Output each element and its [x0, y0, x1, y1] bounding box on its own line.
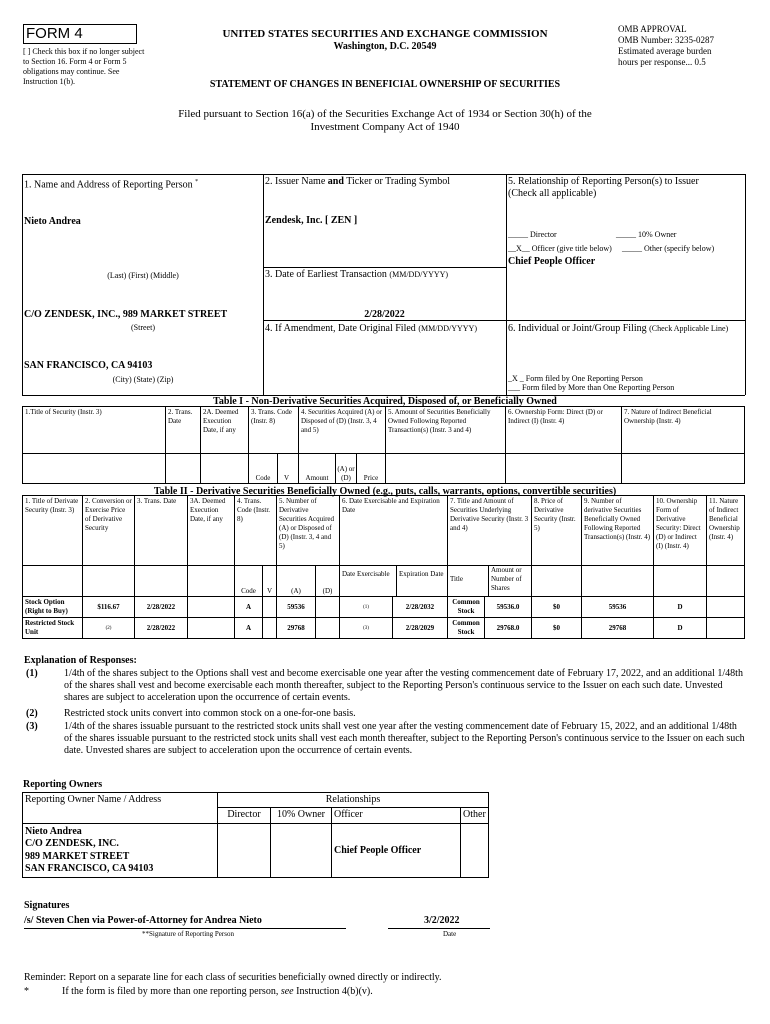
t2-row-rsu: [23, 618, 745, 639]
t2-row2-title: Restricted Stock Unit: [23, 618, 83, 639]
table2-title: Table II - Derivative Securities Beneficially Owned (e.g., puts, calls, warrants, options, convertible securities): [153, 486, 617, 497]
date-label: Date: [443, 930, 457, 938]
t2-row2-u-amount: 29768.0: [484, 618, 531, 638]
t1-col-amount-owned: 5. Amount of Securities Beneficially Owned Following Reported Transaction(s) (Instr. 3 and 4): [386, 407, 506, 454]
t2-row1-title: Stock Option (Right to Buy): [23, 597, 83, 618]
owners-col-relationships: Relationships: [218, 793, 489, 808]
t2-row1-deriv-price: $0: [532, 597, 582, 618]
t1-col-title: 1.Title of Security (Instr. 3): [23, 407, 166, 454]
t1-col-code: 3. Trans. Code (Instr. 8): [249, 407, 299, 454]
t2-row1-date: 2/28/2022: [135, 597, 188, 618]
box5-label: 5. Relationship of Reporting Person(s) to Issuer (Check all applicable): [508, 176, 699, 199]
agency-line-1: UNITED STATES SECURITIES AND EXCHANGE COMMISSION: [222, 28, 548, 40]
owners-col-director: Director: [218, 808, 271, 824]
t1-col-ownership-form: 6. Ownership Form: Direct (D) or Indirect (I) (Instr. 4): [506, 407, 622, 454]
reporting-city: SAN FRANCISCO, CA 94103: [24, 360, 153, 371]
box1-label: 1. Name and Address of Reporting Person *: [24, 179, 199, 191]
t2-col-underlying: 7. Title and Amount of Securities Underlying Derivative Security (Instr. 3 and 4): [448, 496, 532, 566]
signature-label: **Signature of Reporting Person: [142, 930, 234, 938]
t2-row2-exercisable: (3): [363, 625, 369, 631]
filing-multiple-checkbox[interactable]: ___ Form filed by More than One Reporting Person: [508, 383, 675, 392]
reporting-street: C/O ZENDESK, INC., 989 MARKET STREET: [24, 309, 228, 320]
explanation-item-2: (2) Restricted stock units convert into common stock on a one-for-one basis.: [26, 708, 356, 719]
t2-row2-price: (2): [83, 618, 135, 639]
t2-row1-exercisable: (1): [363, 604, 369, 610]
t1-col-date: 2. Trans. Date: [166, 407, 201, 454]
table2: [22, 495, 745, 639]
t2-sub-v: V: [262, 566, 276, 596]
t2-row2-expiration: 2/28/2029: [392, 618, 447, 638]
explanation-item-1: (1) 1/4th of the shares subject to the Options shall vest and become exercisable one year after the vesting commencement date of February 17, 2022, and an additional 1/48th of the shares shall vest and become exercisable each month thereafter, subject to the Reporting Person's continuous service to the Issuer on each such date. Unvested shares are subject to acceleration upon the occurrence of certain events.: [26, 668, 743, 703]
t2-row2-owned: 29768: [582, 618, 654, 639]
t2-col-nature: 11. Nature of Indirect Beneficial Ownership (Instr. 4): [707, 496, 745, 566]
t2-col-code: 4. Trans. Code (Instr. 8): [235, 496, 277, 566]
rel-other-checkbox[interactable]: _____ Other (specify below): [622, 244, 715, 253]
t2-row1-price: $116.67: [83, 597, 135, 618]
t2-col-price: 8. Price of Derivative Security (Instr. 5): [532, 496, 582, 566]
footnote-text: If the form is filed by more than one reporting person, see Instruction 4(b)(v).: [62, 986, 373, 997]
t2-col-conversion: 2. Conversion or Exercise Price of Derivative Security: [83, 496, 135, 566]
owners-col-ten: 10% Owner: [271, 808, 332, 824]
t2-row1-u-amount: 59536.0: [484, 597, 531, 617]
t2-row2-deriv-price: $0: [532, 618, 582, 639]
explanation-item-3: (3) 1/4th of the shares issuable pursuant to the restricted stock units shall vest one year after the vesting commencement date of February 15, 2022, and an additional 1/48th of the shares issuable pursuant to the restricted stock units shall vest each month thereafter, subject to the Reporting Person's continuous service to the Issuer on each such date. Unvested shares are subject to acceleration upon the occurrence of certain events.: [26, 721, 745, 756]
t2-row1-expiration: 2/28/2032: [392, 597, 447, 617]
omb-burden: Estimated average burden: [618, 46, 712, 56]
footnote-star: *: [24, 986, 29, 997]
t2-row2-u-title: Common Stock: [452, 619, 480, 636]
t2-row2-code: A: [245, 623, 252, 632]
t1-sub-amount: Amount: [305, 474, 329, 482]
filing-one-person-checkbox[interactable]: _X _ Form filed by One Reporting Person: [508, 374, 643, 383]
t2-row1-owned: 59536: [582, 597, 654, 618]
street-label: (Street): [131, 323, 155, 332]
form-title: FORM 4: [26, 25, 83, 42]
statement-title: STATEMENT OF CHANGES IN BENEFICIAL OWNERSHIP OF SECURITIES: [209, 79, 561, 90]
t2-row2-form: D: [654, 618, 707, 639]
owners-col-name: Reporting Owner Name / Address: [23, 793, 218, 808]
t1-col-deemed: 2A. Deemed Execution Date, if any: [201, 407, 249, 454]
t2-sub-expiration: Expiration Date: [396, 566, 447, 596]
t2-sub-title: Title: [450, 575, 463, 583]
t2-sub-amount: Amount or Number of Shares: [488, 566, 531, 596]
t2-sub-a: (A): [291, 587, 301, 595]
rel-ten-percent-checkbox[interactable]: _____ 10% Owner: [616, 230, 677, 239]
t2-row2-a: 29768: [287, 623, 305, 632]
t1-col-securities: 4. Securities Acquired (A) or Disposed of (D) (Instr. 3, 4 and 5): [299, 407, 386, 454]
t2-col-date: 3. Trans. Date: [135, 496, 188, 566]
table1-title: Table I - Non-Derivative Securities Acquired, Disposed of, or Beneficially Owned: [213, 396, 557, 407]
t2-sub-code: Code: [241, 587, 256, 595]
t2-sub-d: (D): [315, 566, 339, 596]
omb-approval-title: OMB APPROVAL: [618, 24, 687, 34]
t1-sub-v: V: [277, 454, 295, 483]
form-title-box: [23, 24, 137, 44]
t2-row-option: [23, 597, 745, 618]
owners-col-officer: Officer: [332, 808, 461, 824]
city-fields-label: (City) (State) (Zip): [112, 375, 174, 384]
explanation-title: Explanation of Responses:: [24, 655, 137, 666]
agency-line-2: Washington, D.C. 20549: [333, 41, 437, 52]
signer-name: /s/ Steven Chen via Power-of-Attorney for Andrea Nieto: [24, 915, 262, 926]
t2-col-ownership-form: 10. Ownership Form of Derivative Security: Direct (D) or Indirect (I) (Instr. 4): [654, 496, 707, 566]
t2-row2-date: 2/28/2022: [135, 618, 188, 639]
checkbox-note[interactable]: [ ] Check this box if no longer subject to Section 16. Form 4 or Form 5 obligations may continue. See Instruction 1(b).: [23, 47, 145, 86]
t2-col-exercisable: 6. Date Exercisable and Expiration Date: [340, 496, 448, 566]
officer-title: Chief People Officer: [508, 256, 596, 267]
t2-row1-form: D: [654, 597, 707, 618]
table1: [22, 406, 745, 484]
t2-sub-exercisable: Date Exercisable: [342, 570, 390, 578]
filed-pursuant-2: Investment Company Act of 1940: [310, 121, 460, 133]
box2-label: 2. Issuer Name and Ticker or Trading Symbol: [265, 176, 451, 187]
omb-approval: [618, 24, 758, 68]
rel-director-checkbox[interactable]: _____ Director: [508, 230, 557, 239]
box3-label: 3. Date of Earliest Transaction (MM/DD/YYYY): [265, 269, 449, 280]
owner-officer-title: Chief People Officer: [332, 824, 461, 878]
reporting-person-name: Nieto Andrea: [24, 216, 81, 227]
t2-col-deemed: 3A. Deemed Execution Date, if any: [188, 496, 235, 566]
earliest-transaction-date: 2/28/2022: [364, 309, 405, 320]
t2-col-owned: 9. Number of derivative Securities Beneficially Owned Following Reported Transaction(s) (Instr. 4): [582, 496, 654, 566]
box4-label: 4. If Amendment, Date Original Filed (MM/DD/YYYY): [265, 323, 477, 334]
issuer-name: Zendesk, Inc. [ ZEN ]: [265, 215, 358, 226]
t1-sub-code: Code: [255, 474, 271, 482]
rel-officer-checkbox[interactable]: __X__ Officer (give title below): [508, 244, 612, 253]
t2-row1-code: A: [245, 602, 252, 611]
owners-title: Reporting Owners: [23, 779, 103, 790]
t2-col-title: 1. Title of Derivate Security (Instr. 3): [23, 496, 83, 566]
owner-address: Nieto Andrea C/O ZENDESK, INC. 989 MARKET STREET SAN FRANCISCO, CA 94103: [23, 824, 218, 878]
signatures-title: Signatures: [24, 900, 70, 911]
t2-col-number: 5. Number of Derivative Securities Acquired (A) or Disposed of (D) (Instr. 3, 4 and 5): [277, 496, 340, 566]
owners-table: [22, 792, 489, 878]
t2-row1-a: 59536: [287, 602, 305, 611]
omb-number: OMB Number: 3235-0287: [618, 35, 714, 45]
omb-hours: hours per response... 0.5: [618, 57, 706, 67]
reminder-text: Reminder: Report on a separate line for each class of securities beneficially owned directly or indirectly.: [24, 972, 442, 983]
signature-date: 3/2/2022: [424, 915, 460, 926]
box1-star: *: [195, 179, 199, 185]
t1-col-nature: 7. Nature of Indirect Beneficial Ownership (Instr. 4): [622, 407, 745, 454]
t2-row1-u-title: Common Stock: [452, 598, 480, 615]
owners-col-other: Other: [461, 808, 489, 824]
t1-sub-price: Price: [356, 454, 385, 483]
name-fields-label: (Last) (First) (Middle): [107, 271, 179, 280]
box6-label: 6. Individual or Joint/Group Filing (Check Applicable Line): [508, 323, 729, 334]
t1-sub-a-or-d: (A) or (D): [335, 454, 356, 483]
filed-pursuant-1: Filed pursuant to Section 16(a) of the Securities Exchange Act of 1934 or Section 30(h) of the: [178, 108, 592, 120]
